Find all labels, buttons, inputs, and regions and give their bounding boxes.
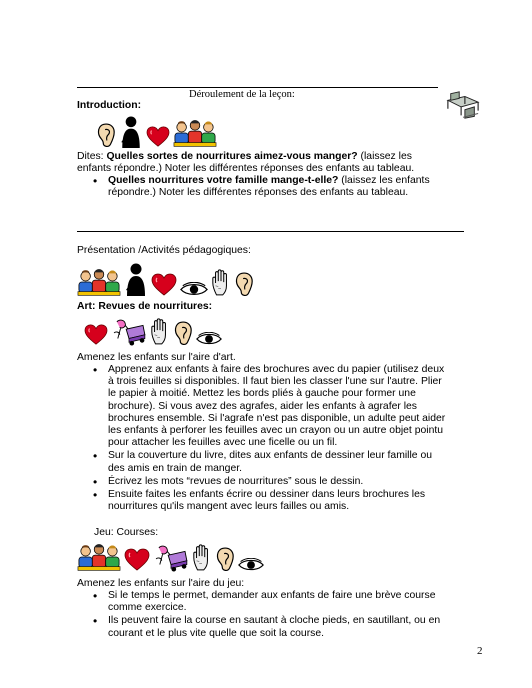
hand-icon <box>211 269 231 300</box>
list-item: • Si le temps le permet, demander aux enfants de faire une brève course comme exercice. <box>88 590 448 614</box>
heart-icon <box>124 548 150 575</box>
introduction-icons <box>96 115 217 151</box>
question-2-note: (laissez les enfants répondre.) Noter les différentes réponses des enfants au tableau. <box>108 175 430 199</box>
person-icon <box>119 115 143 151</box>
list-item: • Ensuite faites les enfants écrire ou dessiner dans leurs brochures les nourritures qu'ils mangent avec leurs failles ou amis. <box>88 489 448 513</box>
heart-icon <box>151 273 177 300</box>
dites-prefix: Dites: <box>77 151 107 162</box>
jeu-intro: Amenez les enfants sur l'aire du jeu: <box>77 578 245 589</box>
hand-icon <box>192 544 212 575</box>
question-1-note: (laissez les enfants répondre.) Noter les différentes réponses des enfants au tableau. <box>77 151 415 175</box>
presentation-icons <box>77 261 254 300</box>
ear-icon <box>215 546 235 575</box>
ear-icon <box>234 271 254 300</box>
list-item: • Écrivez les mots “revues de nourritures” sous le dessin. <box>88 476 448 488</box>
jeu-icons <box>77 542 264 575</box>
art-title: Art: Revues de nourritures: <box>77 301 213 312</box>
person-icon <box>124 261 148 300</box>
list-item: • Ils peuvent faire la course en sautant à cloche pieds, en sautillant, ou en courant et le plus vite quelle que soit la course. <box>88 615 448 639</box>
wagon-icon <box>111 318 147 349</box>
ear-icon <box>96 122 116 151</box>
art-icons <box>84 318 222 349</box>
jeu-list <box>88 590 448 641</box>
lesson-header: Déroulement de la leçon: <box>189 89 295 100</box>
jeu-title: Jeu: Courses: <box>94 527 159 538</box>
art-list <box>88 364 448 514</box>
introduction-q1 <box>77 151 437 175</box>
list-item: • Sur la couverture du livre, dites aux enfants de dessiner leur famille ou des amis en train de manger. <box>88 450 448 474</box>
art-intro: Amenez les enfants sur l'aire d'art. <box>77 352 236 363</box>
question-1: Quelles sortes de nourritures aimez-vous manger? <box>106 151 358 162</box>
section-rule <box>77 231 464 232</box>
eye-icon <box>196 332 222 349</box>
desk-icon <box>446 90 480 123</box>
introduction-title: Introduction: <box>77 100 142 111</box>
page-number: 2 <box>477 645 483 657</box>
question-2: Quelles nourritures votre famille mange-t-elle? <box>108 175 339 186</box>
wagon-icon <box>153 544 189 575</box>
children-group-icon <box>77 542 121 575</box>
hand-icon <box>150 318 170 349</box>
eye-icon <box>238 558 264 575</box>
ear-icon <box>173 320 193 349</box>
list-item <box>88 175 438 199</box>
children-group-icon <box>77 267 121 300</box>
children-group-icon <box>173 118 217 151</box>
heart-icon <box>84 324 108 349</box>
top-rule <box>77 87 438 88</box>
list-item: • Apprenez aux enfants à faire des brochures avec du papier (utilisez deux à trois feuilles si disponibles. Il faut bien les classer l'une sur l'autre. Plier le papier à moitié. Mettez les bords pliés à gauche pour former une brochure). Si vous avez des agrafes, aider les enfants à agrafer les brochures ensemble. Si l'agrafe n'est pas disponible, un adulte peut aider les enfants à perforer les feuilles avec un crayon ou un autre objet pointu pour attacher les feuilles avec une ficelle ou un fil. <box>88 364 448 449</box>
eye-icon <box>180 282 208 300</box>
introduction-list <box>88 175 438 200</box>
presentation-title: Présentation /Activités pédagogiques: <box>77 245 251 256</box>
heart-icon <box>146 126 170 151</box>
